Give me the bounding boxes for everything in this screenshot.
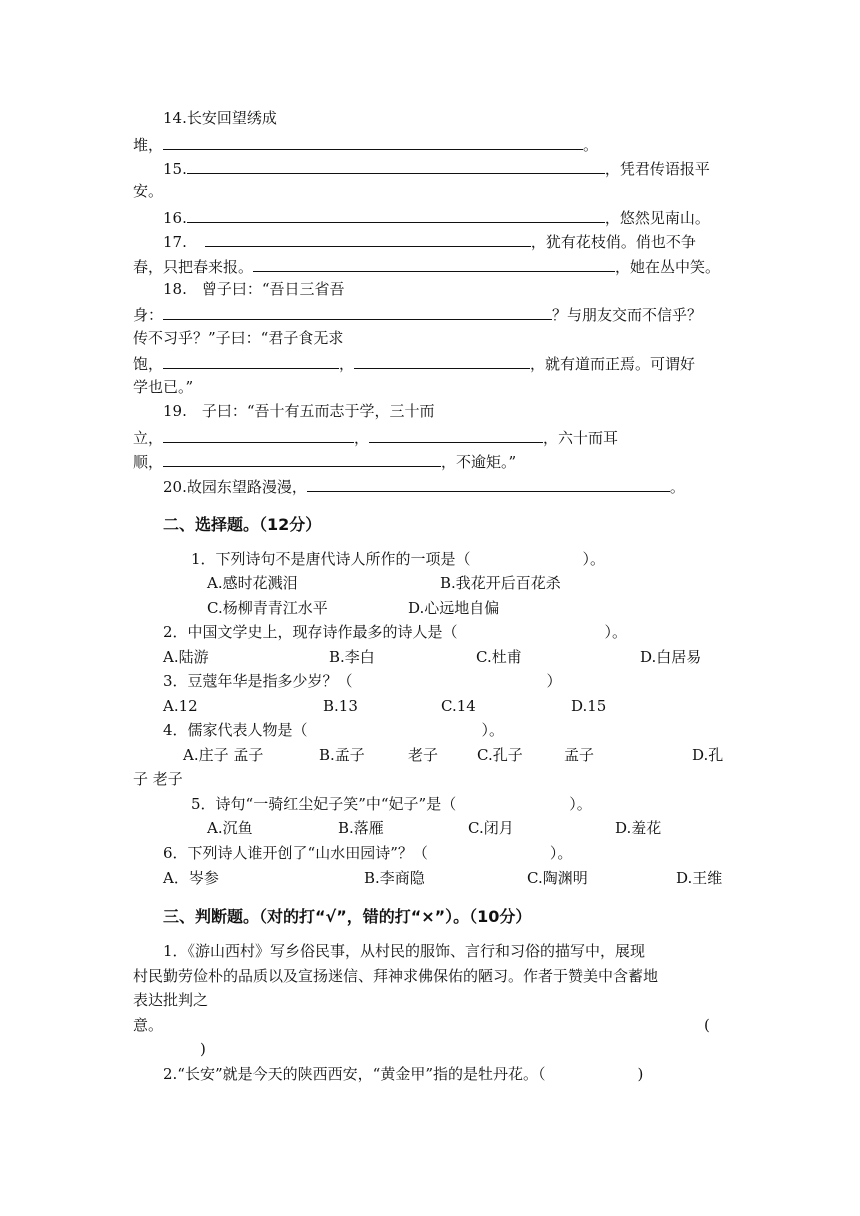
q19-line1: 19. 子曰：“吾十有五而志于学，三十而 <box>163 402 435 420</box>
answer-blank[interactable] <box>354 352 530 369</box>
s2-q4-optB[interactable]: B.孟子 <box>319 746 365 764</box>
s2-q5-optA[interactable]: A.沉鱼 <box>207 819 253 837</box>
s2-q2-optD[interactable]: D.白居易 <box>640 648 702 666</box>
s2-q1-optB[interactable]: B.我花开后百花杀 <box>440 574 561 592</box>
answer-blank[interactable] <box>187 157 605 174</box>
s2-q5-optC[interactable]: C.闭月 <box>468 819 514 837</box>
s2-q5-optB[interactable]: B.落雁 <box>338 819 384 837</box>
q18-line1: 18. 曾子曰：“吾日三省吾 <box>163 280 345 298</box>
s2-q4-optC-extra: 孟子 <box>564 746 595 764</box>
s2-q4-optD[interactable]: D.孔 <box>692 746 724 764</box>
q18-line5: 学也已。” <box>133 378 194 396</box>
q18-line4: 饱， ， ，就有道而正焉。可谓好 <box>133 352 695 374</box>
s2-q4-optD-cont: 子 老子 <box>133 770 183 788</box>
q14-line1: 14.长安回望绣成 <box>163 109 277 127</box>
s2-q6-optD[interactable]: D.王维 <box>676 869 723 887</box>
s2-q4-optC[interactable]: C.孔子 <box>477 746 523 764</box>
section3-title: 三、判断题。（对的打“√”，错的打“×”）。（10分） <box>163 907 532 926</box>
answer-blank[interactable] <box>163 450 441 467</box>
s3-q1-line3: 表达批判之 <box>133 991 209 1009</box>
s2-q5-optD[interactable]: D.羞花 <box>615 819 662 837</box>
s2-q1-optD[interactable]: D.心远地自偏 <box>408 599 500 617</box>
q20-line: 20.故园东望路漫漫， 。 <box>163 475 685 497</box>
s2-q1-optA[interactable]: A.感时花溅泪 <box>207 574 298 592</box>
q18-line2: 身： ？与朋友交而不信乎？ <box>133 303 702 325</box>
answer-blank[interactable] <box>369 426 543 443</box>
answer-blank[interactable] <box>205 230 531 247</box>
answer-blank[interactable] <box>307 475 670 492</box>
s2-q6-stem: 6．下列诗人谁开创了“山水田园诗”？（ ）。 <box>163 844 573 862</box>
s2-q6-optB[interactable]: B.李商隐 <box>364 869 425 887</box>
s2-q2-optA[interactable]: A.陆游 <box>163 648 209 666</box>
q19-line3: 顺， ，不逾矩。” <box>133 450 516 472</box>
s3-q1-bracket-close[interactable]: ) <box>200 1040 206 1058</box>
s3-q1-line2: 村民勤劳俭朴的品质以及宣扬迷信、拜神求佛保佑的陋习。作者于赞美中含蓄地 <box>133 967 659 985</box>
s2-q4-stem: 4．儒家代表人物是（ ）。 <box>163 721 505 739</box>
answer-blank[interactable] <box>187 206 605 223</box>
s3-q2-line: 2.“长安”就是今天的陕西西安，“黄金甲”指的是牡丹花。（ ) <box>163 1065 644 1083</box>
q18-line3: 传不习乎？”子曰：“君子食无求 <box>133 329 344 347</box>
s2-q6-optA[interactable]: A．岑参 <box>163 869 219 887</box>
q17-line1: 17. ，犹有花枝俏。俏也不争 <box>163 230 696 252</box>
s2-q3-optC[interactable]: C.14 <box>441 697 476 715</box>
answer-blank[interactable] <box>163 352 339 369</box>
answer-blank[interactable] <box>163 426 354 443</box>
q17-line2: 春，只把春来报。 ，她在丛中笑。 <box>133 255 720 277</box>
s2-q5-stem: 5．诗句“一骑红尘妃子笑”中“妃子”是（ ）。 <box>191 795 592 813</box>
q14-line2: 堆， 。 <box>133 133 598 155</box>
s2-q4-optB-extra: 老子 <box>408 746 439 764</box>
s3-q1-line4: 意。 <box>133 1016 164 1034</box>
q16-line: 16. ，悠然见南山。 <box>163 206 710 228</box>
answer-blank[interactable] <box>253 255 615 272</box>
q15-line1: 15. ，凭君传语报平 <box>163 157 710 179</box>
q19-line2: 立， ， ，六十而耳 <box>133 426 618 448</box>
q15-line2: 安。 <box>133 182 164 200</box>
s2-q6-optC[interactable]: C.陶渊明 <box>527 869 588 887</box>
s2-q3-optA[interactable]: A.12 <box>163 697 198 715</box>
s2-q3-optB[interactable]: B.13 <box>323 697 358 715</box>
section2-title: 二、选择题。（12分） <box>163 515 322 534</box>
s2-q4-optA[interactable]: A.庄子 孟子 <box>183 746 264 764</box>
s3-q1-line1: 1．《游山西村》写乡俗民事，从村民的服饰、言行和习俗的描写中，展现 <box>163 942 646 960</box>
s2-q2-stem: 2．中国文学史上，现存诗作最多的诗人是（ ）。 <box>163 623 628 641</box>
s2-q3-optD[interactable]: D.15 <box>571 697 607 715</box>
answer-blank[interactable] <box>163 133 583 150</box>
s2-q1-stem: 1．下列诗句不是唐代诗人所作的一项是（ ）。 <box>191 550 606 568</box>
answer-blank[interactable] <box>163 303 552 320</box>
s3-q2-bracket-close[interactable]: ) <box>637 1065 644 1083</box>
s2-q2-optC[interactable]: C.杜甫 <box>476 648 522 666</box>
s2-q3-stem: 3．豆蔻年华是指多少岁？（ ） <box>163 672 562 690</box>
s2-q1-optC[interactable]: C.杨柳青青江水平 <box>207 599 328 617</box>
s2-q2-optB[interactable]: B.李白 <box>329 648 375 666</box>
s3-q1-bracket-open[interactable]: ( <box>704 1016 710 1034</box>
